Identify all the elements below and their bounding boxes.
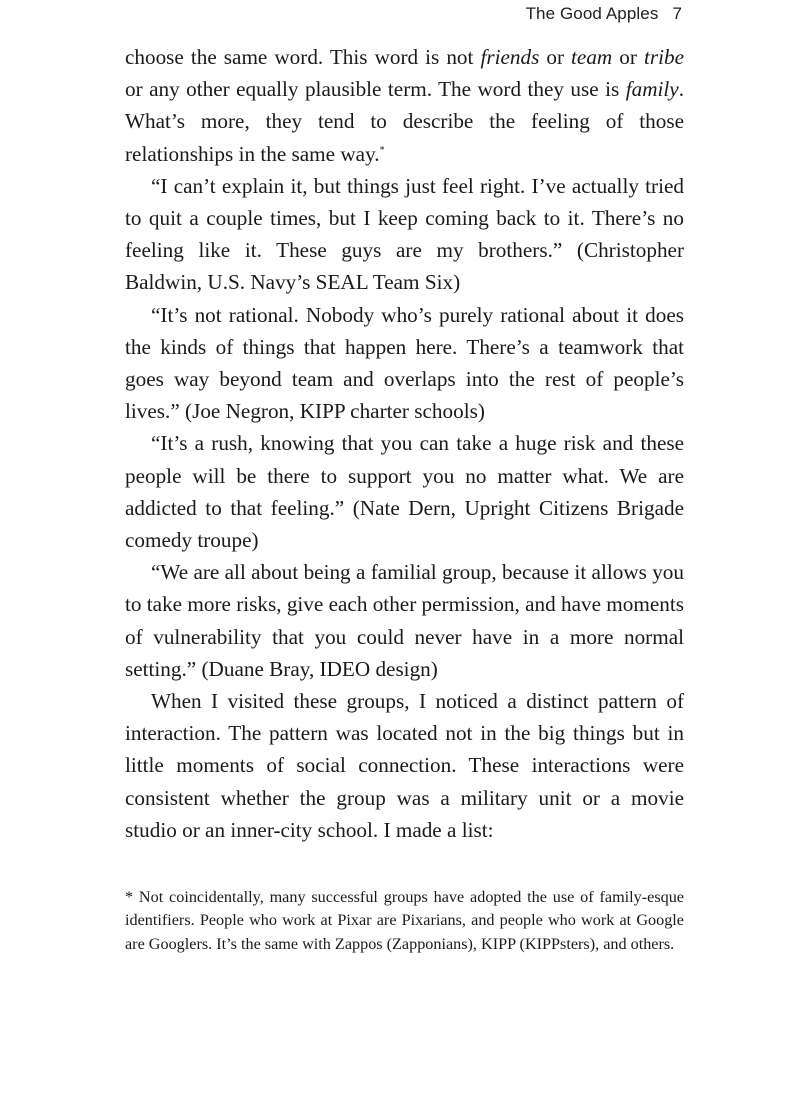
footnote <box>125 886 684 956</box>
running-head <box>526 4 682 24</box>
emphasis-team: team <box>571 45 613 69</box>
paragraph-1 <box>125 41 684 170</box>
paragraph-1-text-b: or <box>539 45 572 69</box>
paragraph-1-text-c: or <box>612 45 644 69</box>
emphasis-family: family <box>625 77 679 102</box>
paragraph-3: “It’s not rational. Nobody who’s purely rational about it does the kinds of things that happen here. There’s a teamwork that goes way beyond team and overlaps into the rest of people’s lives.” (Joe Negron, KIPP charter schools) <box>125 302 684 424</box>
paragraph-1-text-d: or any other equally plausible term. The word they use is <box>125 77 626 102</box>
paragraph-6: When I visited these groups, I noticed a distinct pattern of interaction. The pattern was located not in the big things but in little moments of social connection. These interactions were consistent whether the group was a military unit or a movie studio or an inner-city school. I made a list: <box>125 689 684 842</box>
paragraph-1-text-a: choose the same word. This word is not <box>125 45 481 69</box>
emphasis-tribe: tribe <box>643 45 684 69</box>
paragraph-4: “It’s a rush, knowing that you can take a huge risk and these people will be there to support you no matter what. We are addicted to that feeling.” (Nate Dern, Upright Citizens Brigade comedy troupe) <box>125 431 684 553</box>
body-text <box>125 41 684 846</box>
page-number: 7 <box>672 4 682 23</box>
paragraph-2: “I can’t explain it, but things just feel right. I’ve actually tried to quit a couple times, but I keep coming back to it. There’s no feeling like it. These guys are my brothers.” (Christopher Baldwin, U.S. Navy’s SEAL Team Six) <box>125 173 684 295</box>
paragraph-1-text-e: . What’s more, they tend to describe the feeling of those relationships in the same way. <box>125 77 684 166</box>
footnote-text: * Not coincidentally, many successful groups have adopted the use of family-esque identifiers. People who work at Pixar are Pixarians, and people who work at Google are Googlers. It’s the same with Zappos (Zapponians), KIPP (KIPPsters), and others. <box>125 888 684 953</box>
footnote-marker[interactable]: * <box>379 144 385 156</box>
emphasis-friends: friends <box>480 45 540 69</box>
running-head-title: The Good Apples <box>525 4 659 23</box>
paragraph-5: “We are all about being a familial group, because it allows you to take more risks, give each other permission, and have moments of vulnerability that you could never have in a more normal setting.” (Duane Bray, IDEO design) <box>125 560 684 681</box>
